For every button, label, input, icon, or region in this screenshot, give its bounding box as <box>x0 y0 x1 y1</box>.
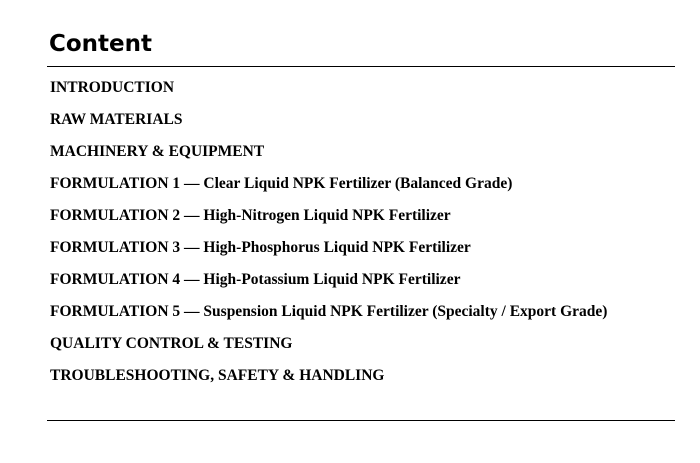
page-title: Content <box>49 31 153 57</box>
table-of-contents <box>50 78 607 398</box>
toc-item-formulation-2[interactable]: FORMULATION 2 — High-Nitrogen Liquid NPK Fertilizer <box>50 207 451 224</box>
toc-item-troubleshooting[interactable]: TROUBLESHOOTING, SAFETY & HANDLING <box>50 367 385 384</box>
top-divider <box>47 66 675 67</box>
toc-item-formulation-3[interactable]: FORMULATION 3 — High-Phosphorus Liquid NPK Fertilizer <box>50 239 471 256</box>
toc-item-raw-materials[interactable]: RAW MATERIALS <box>50 111 183 128</box>
toc-item-quality-control[interactable]: QUALITY CONTROL & TESTING <box>50 335 293 352</box>
toc-item-formulation-4[interactable]: FORMULATION 4 — High-Potassium Liquid NPK Fertilizer <box>50 271 461 288</box>
toc-item-machinery-equipment[interactable]: MACHINERY & EQUIPMENT <box>50 143 265 160</box>
toc-item-formulation-1[interactable]: FORMULATION 1 — Clear Liquid NPK Fertilizer (Balanced Grade) <box>50 175 513 192</box>
bottom-divider <box>47 420 675 421</box>
toc-item-formulation-5[interactable]: FORMULATION 5 — Suspension Liquid NPK Fertilizer (Specialty / Export Grade) <box>50 303 608 320</box>
toc-item-introduction[interactable]: INTRODUCTION <box>50 79 175 96</box>
